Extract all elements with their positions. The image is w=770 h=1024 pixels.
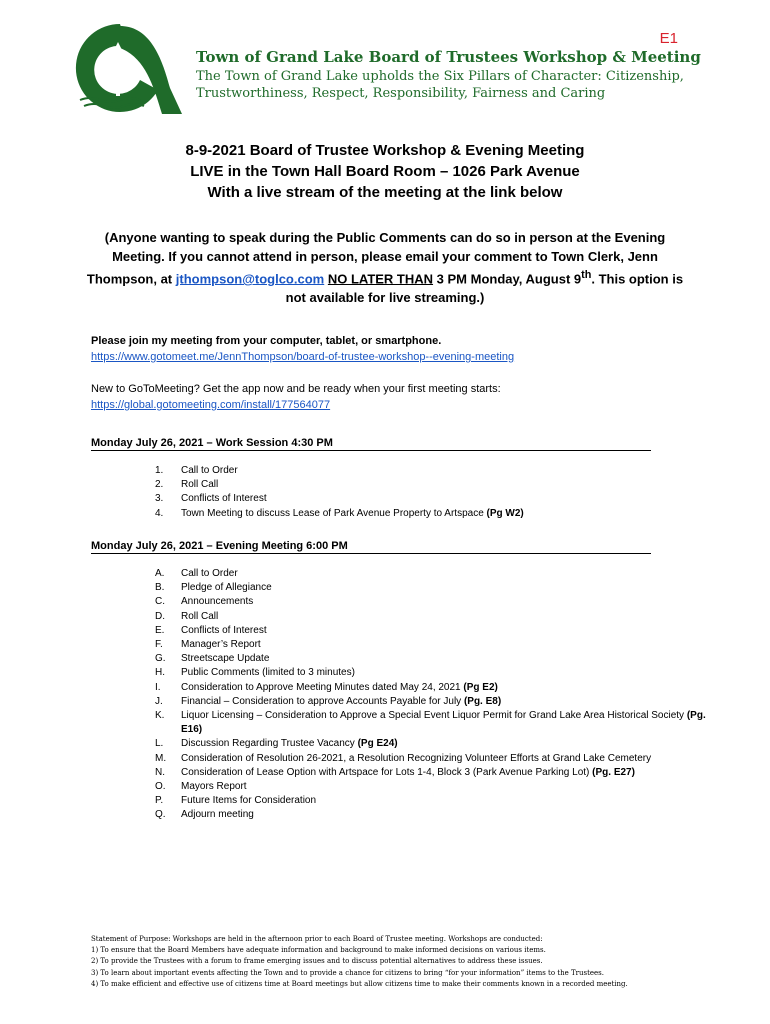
agenda-item-marker: 1. — [155, 465, 164, 476]
notice-text: 3 PM Monday, August 9 — [433, 271, 582, 287]
work-session-agenda — [155, 464, 715, 521]
agenda-item-wrap — [181, 709, 715, 737]
agenda-item — [155, 638, 715, 652]
agenda-item-wrap — [181, 567, 715, 581]
agenda-item-marker: L. — [155, 738, 164, 750]
agenda-item-wrap — [181, 652, 715, 666]
new-user-text: New to GoToMeeting? Get the app now and be ready when your first meeting starts: — [91, 383, 501, 395]
agenda-item-wrap — [181, 595, 715, 609]
agenda-item-wrap — [181, 478, 715, 492]
meeting-location: LIVE in the Town Hall Board Room – 1026 Park Avenue — [190, 163, 580, 180]
agenda-item-wrap — [181, 492, 715, 506]
agenda-item — [155, 666, 715, 680]
agenda-item-text: Public Comments (limited to 3 minutes) — [181, 667, 355, 679]
agenda-item-wrap — [181, 752, 715, 766]
header-subtitle — [196, 68, 716, 102]
agenda-item-wrap — [181, 581, 715, 595]
agenda-item-marker: B. — [155, 582, 165, 594]
work-session-heading: Monday July 26, 2021 – Work Session 4:30 PM — [91, 436, 651, 451]
agenda-item-text: Streetscape Update — [181, 653, 270, 665]
agenda-item — [155, 464, 715, 478]
agenda-item-text: Future Items for Consideration — [181, 795, 317, 807]
agenda-item-marker: 4. — [155, 507, 164, 519]
agenda-item — [155, 737, 715, 751]
purpose-line: Statement of Purpose: Workshops are held in the afternoon prior to each Board of Trustee meeting. Workshops are conducted: — [91, 935, 543, 943]
header — [196, 48, 716, 102]
agenda-item — [155, 752, 715, 766]
agenda-item-marker: N. — [155, 766, 165, 778]
agenda-item-page-ref: (Pg. E16) — [181, 710, 706, 736]
agenda-item — [155, 780, 715, 794]
agenda-item-wrap — [181, 737, 715, 751]
agenda-item-text: Town Meeting to discuss Lease of Park Avenue Property to Artspace — [181, 507, 484, 519]
agenda-item-marker: C. — [155, 596, 165, 608]
agenda-item — [155, 581, 715, 595]
meeting-livestream-note: With a live stream of the meeting at the link below — [207, 184, 563, 201]
agenda-item-wrap — [181, 464, 715, 478]
agenda-item-page-ref: (Pg. E8) — [463, 695, 502, 707]
agenda-item-text: Pledge of Allegiance — [181, 582, 272, 594]
agenda-item-marker: J. — [155, 695, 163, 707]
meeting-date-title: 8-9-2021 Board of Trustee Workshop & Evening Meeting — [185, 142, 585, 159]
agenda-item-marker: K. — [155, 710, 165, 722]
agenda-item-wrap — [181, 638, 715, 652]
agenda-item-text: Discussion Regarding Trustee Vacancy — [181, 738, 355, 750]
agenda-item-text: Adjourn meeting — [181, 809, 254, 821]
agenda-item — [155, 507, 715, 521]
agenda-item — [155, 695, 715, 709]
agenda-item-text: Roll Call — [181, 610, 219, 622]
join-meeting-section — [91, 333, 691, 413]
agenda-item — [155, 681, 715, 695]
agenda-item-wrap — [181, 766, 715, 780]
agenda-item-marker: H. — [155, 667, 165, 679]
statement-of-purpose — [91, 934, 711, 990]
purpose-line: 4) To make efficient and effective use of citizens time at Board meetings but allow citizens time to make their comments known in a recorded meeting. — [91, 979, 628, 988]
agenda-item-marker: M. — [155, 752, 167, 764]
install-link[interactable]: https://global.gotomeeting.com/install/177564077 — [91, 399, 331, 411]
public-comment-notice — [80, 228, 690, 307]
agenda-item-marker: F. — [155, 639, 163, 651]
agenda-item — [155, 610, 715, 624]
agenda-item-text: Announcements — [181, 596, 254, 608]
agenda-item-wrap — [181, 507, 715, 521]
agenda-item-text: Conflicts of Interest — [181, 624, 267, 636]
agenda-item-marker: O. — [155, 781, 166, 793]
join-heading: Please join my meeting from your computer, tablet, or smartphone. — [91, 335, 442, 347]
agenda-item — [155, 624, 715, 638]
agenda-item-wrap — [181, 624, 715, 638]
agenda-item-marker: I. — [155, 681, 161, 693]
agenda-item — [155, 595, 715, 609]
page-number-label: E1 — [659, 30, 678, 47]
agenda-item-text: Manager’s Report — [181, 639, 261, 651]
agenda-item-wrap — [181, 681, 715, 695]
agenda-item-marker: D. — [155, 610, 165, 622]
agenda-item-marker: E. — [155, 624, 165, 636]
agenda-item — [155, 567, 715, 581]
agenda-item-marker: Q. — [155, 809, 166, 821]
meeting-heading — [60, 140, 710, 203]
agenda-item — [155, 709, 715, 737]
header-subtitle-line: The Town of Grand Lake upholds the Six Pillars of Character: Citizenship, — [196, 69, 684, 84]
agenda-item-page-ref: (Pg E24) — [357, 738, 398, 750]
agenda-item-wrap — [181, 695, 715, 709]
header-title: Town of Grand Lake Board of Trustees Workshop & Meeting — [196, 48, 701, 66]
header-subtitle-line: Trustworthiness, Respect, Responsibility, Fairness and Caring — [196, 86, 606, 101]
agenda-item-text: Mayors Report — [181, 781, 247, 793]
purpose-line: 3) To learn about important events affecting the Town and to provide a chance for citizens to bring “for your information” items to the Trustees. — [91, 968, 604, 977]
meeting-link[interactable]: https://www.gotomeet.me/JennThompson/board-of-trustee-workshop--evening-meeting — [91, 351, 515, 363]
agenda-item-text: Conflicts of Interest — [181, 493, 267, 505]
agenda-item-text: Consideration to Approve Meeting Minutes dated May 24, 2021 — [181, 681, 461, 693]
town-logo — [50, 18, 190, 118]
agenda-item-wrap — [181, 808, 715, 822]
agenda-item-marker: P. — [155, 795, 164, 807]
agenda-item-wrap — [181, 666, 715, 680]
purpose-line: 2) To provide the Trustees with a forum to frame emerging issues and to discuss potential alternatives to address these issues. — [91, 957, 543, 966]
agenda-item-page-ref: (Pg E2) — [463, 681, 498, 693]
clerk-email-link[interactable]: jthompson@toglco.com — [175, 271, 325, 287]
agenda-item-page-ref: (Pg W2) — [486, 507, 524, 519]
agenda-item-wrap — [181, 794, 715, 808]
agenda-item — [155, 492, 715, 506]
agenda-item-wrap — [181, 610, 715, 624]
agenda-item-marker: G. — [155, 653, 166, 665]
deadline-text: NO LATER THAN — [327, 271, 434, 287]
agenda-item-marker: 3. — [155, 493, 164, 505]
agenda-item — [155, 478, 715, 492]
agenda-item-text: Call to Order — [181, 465, 238, 476]
notice-text: (Anyone wanting to speak during the Public Comments can do so in person at the Evening Meeting. If you cannot attend in person, please email your comment to Town Clerk, Jenn Thompson, at — [86, 230, 666, 287]
agenda-item-text: Roll Call — [181, 479, 219, 491]
agenda-item — [155, 808, 715, 822]
agenda-item-page-ref: (Pg. E27) — [592, 766, 635, 778]
agenda-item-text: Consideration of Lease Option with Artspace for Lots 1-4, Block 3 (Park Avenue Parking Lot) — [181, 766, 590, 778]
purpose-line: 1) To ensure that the Board Members have adequate information and background to make informed decisions on various items. — [91, 946, 546, 955]
agenda-item — [155, 794, 715, 808]
agenda-item-text: Consideration of Resolution 26-2021, a Resolution Recognizing Volunteer Efforts at Grand Lake Cemetery — [181, 752, 652, 764]
agenda-item-text: Liquor Licensing – Consideration to Approve a Special Event Liquor Permit for Grand Lake Area Historical Society — [181, 710, 685, 722]
agenda-item-marker: 2. — [155, 479, 164, 491]
agenda-item-text: Call to Order — [181, 568, 238, 579]
agenda-item — [155, 652, 715, 666]
agenda-item-wrap — [181, 780, 715, 794]
evening-meeting-heading: Monday July 26, 2021 – Evening Meeting 6:00 PM — [91, 539, 651, 554]
evening-meeting-agenda — [155, 567, 715, 823]
notice-text: . This option is not available for live streaming.) — [285, 271, 684, 306]
agenda-item-text: Financial – Consideration to approve Accounts Payable for July — [181, 695, 462, 707]
agenda-item — [155, 766, 715, 780]
agenda-item-marker: A. — [155, 568, 165, 579]
notice-superscript: th — [581, 269, 592, 281]
